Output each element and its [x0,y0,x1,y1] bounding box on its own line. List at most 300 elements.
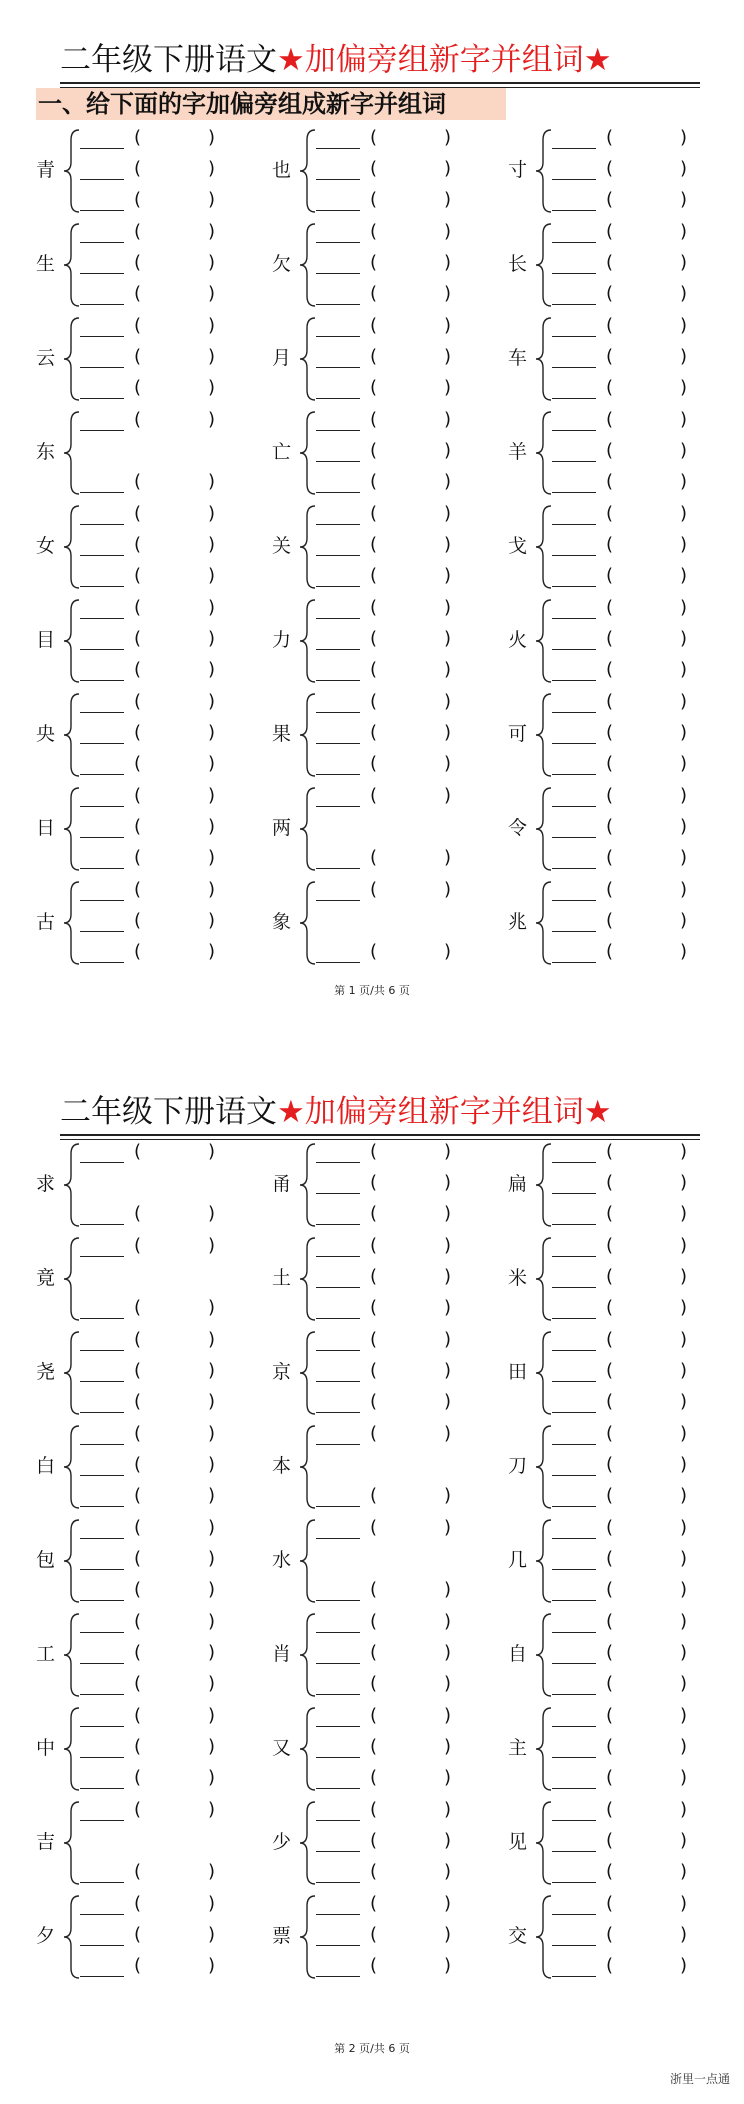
word-blank[interactable] [148,815,204,839]
word-blank[interactable] [620,690,676,714]
new-character-blank[interactable] [80,618,124,619]
new-character-blank[interactable] [552,680,596,681]
new-character-blank[interactable] [552,1851,596,1852]
word-blank[interactable] [384,439,440,463]
word-blank[interactable] [148,1484,204,1508]
word-blank[interactable] [620,502,676,526]
word-blank[interactable] [384,157,440,181]
word-blank[interactable] [148,1766,204,1790]
word-blank[interactable] [148,188,204,212]
new-character-blank[interactable] [80,524,124,525]
word-blank[interactable] [620,220,676,244]
word-blank[interactable] [148,940,204,964]
word-blank[interactable] [620,408,676,432]
word-blank[interactable] [620,1422,676,1446]
new-character-blank[interactable] [552,743,596,744]
word-blank[interactable] [620,1610,676,1634]
word-blank[interactable] [384,1359,440,1383]
word-blank[interactable] [384,1641,440,1665]
word-blank[interactable] [384,376,440,400]
word-blank[interactable] [148,721,204,745]
word-blank[interactable] [384,1578,440,1602]
word-blank[interactable] [384,220,440,244]
new-character-blank[interactable] [552,1945,596,1946]
word-blank[interactable] [148,596,204,620]
new-character-blank[interactable] [80,712,124,713]
new-character-blank[interactable] [80,430,124,431]
new-character-blank[interactable] [80,1538,124,1539]
new-character-blank[interactable] [316,774,360,775]
word-blank[interactable] [384,596,440,620]
word-blank[interactable] [384,784,440,808]
new-character-blank[interactable] [316,336,360,337]
new-character-blank[interactable] [80,148,124,149]
word-blank[interactable] [620,752,676,776]
new-character-blank[interactable] [552,774,596,775]
word-blank[interactable] [148,1610,204,1634]
word-blank[interactable] [148,1704,204,1728]
word-blank[interactable] [148,376,204,400]
word-blank[interactable] [384,1923,440,1947]
word-blank[interactable] [384,1672,440,1696]
new-character-blank[interactable] [552,273,596,274]
word-blank[interactable] [384,658,440,682]
word-blank[interactable] [384,564,440,588]
word-blank[interactable] [384,314,440,338]
word-blank[interactable] [620,1860,676,1884]
word-blank[interactable] [148,126,204,150]
word-blank[interactable] [620,658,676,682]
new-character-blank[interactable] [316,492,360,493]
new-character-blank[interactable] [316,210,360,211]
new-character-blank[interactable] [316,1914,360,1915]
new-character-blank[interactable] [80,1914,124,1915]
word-blank[interactable] [384,1265,440,1289]
new-character-blank[interactable] [316,1256,360,1257]
new-character-blank[interactable] [80,304,124,305]
new-character-blank[interactable] [552,1412,596,1413]
new-character-blank[interactable] [552,336,596,337]
new-character-blank[interactable] [552,1820,596,1821]
new-character-blank[interactable] [80,1350,124,1351]
new-character-blank[interactable] [552,618,596,619]
new-character-blank[interactable] [80,900,124,901]
word-blank[interactable] [620,1265,676,1289]
new-character-blank[interactable] [80,1945,124,1946]
word-blank[interactable] [620,1766,676,1790]
word-blank[interactable] [384,1735,440,1759]
word-blank[interactable] [148,251,204,275]
word-blank[interactable] [620,1328,676,1352]
new-character-blank[interactable] [80,1663,124,1664]
new-character-blank[interactable] [552,837,596,838]
new-character-blank[interactable] [80,1475,124,1476]
word-blank[interactable] [620,1578,676,1602]
new-character-blank[interactable] [80,492,124,493]
word-blank[interactable] [148,909,204,933]
new-character-blank[interactable] [552,900,596,901]
new-character-blank[interactable] [316,179,360,180]
word-blank[interactable] [148,1202,204,1226]
new-character-blank[interactable] [80,774,124,775]
new-character-blank[interactable] [316,1726,360,1727]
word-blank[interactable] [148,1923,204,1947]
new-character-blank[interactable] [316,1538,360,1539]
new-character-blank[interactable] [552,649,596,650]
new-character-blank[interactable] [552,148,596,149]
new-character-blank[interactable] [316,430,360,431]
new-character-blank[interactable] [552,1757,596,1758]
word-blank[interactable] [384,1484,440,1508]
new-character-blank[interactable] [316,555,360,556]
word-blank[interactable] [620,564,676,588]
new-character-blank[interactable] [316,1663,360,1664]
new-character-blank[interactable] [80,586,124,587]
word-blank[interactable] [620,345,676,369]
word-blank[interactable] [148,220,204,244]
new-character-blank[interactable] [80,1412,124,1413]
new-character-blank[interactable] [316,461,360,462]
word-blank[interactable] [384,345,440,369]
new-character-blank[interactable] [316,1788,360,1789]
new-character-blank[interactable] [316,1820,360,1821]
word-blank[interactable] [148,1422,204,1446]
word-blank[interactable] [620,376,676,400]
new-character-blank[interactable] [316,1506,360,1507]
new-character-blank[interactable] [316,1412,360,1413]
word-blank[interactable] [620,282,676,306]
word-blank[interactable] [620,1641,676,1665]
new-character-blank[interactable] [552,179,596,180]
word-blank[interactable] [148,1860,204,1884]
word-blank[interactable] [148,1328,204,1352]
new-character-blank[interactable] [552,868,596,869]
word-blank[interactable] [148,1578,204,1602]
word-blank[interactable] [148,1547,204,1571]
word-blank[interactable] [384,188,440,212]
word-blank[interactable] [148,408,204,432]
new-character-blank[interactable] [552,242,596,243]
new-character-blank[interactable] [316,868,360,869]
new-character-blank[interactable] [552,367,596,368]
word-blank[interactable] [620,1453,676,1477]
word-blank[interactable] [148,1453,204,1477]
new-character-blank[interactable] [80,837,124,838]
word-blank[interactable] [384,251,440,275]
new-character-blank[interactable] [80,336,124,337]
new-character-blank[interactable] [552,586,596,587]
new-character-blank[interactable] [80,806,124,807]
new-character-blank[interactable] [552,1632,596,1633]
new-character-blank[interactable] [316,273,360,274]
new-character-blank[interactable] [316,242,360,243]
new-character-blank[interactable] [552,524,596,525]
word-blank[interactable] [384,408,440,432]
new-character-blank[interactable] [80,1726,124,1727]
word-blank[interactable] [620,1672,676,1696]
new-character-blank[interactable] [80,743,124,744]
new-character-blank[interactable] [552,1914,596,1915]
new-character-blank[interactable] [316,806,360,807]
new-character-blank[interactable] [316,1162,360,1163]
new-character-blank[interactable] [80,367,124,368]
word-blank[interactable] [620,909,676,933]
new-character-blank[interactable] [552,931,596,932]
new-character-blank[interactable] [80,1788,124,1789]
word-blank[interactable] [620,1735,676,1759]
word-blank[interactable] [148,470,204,494]
new-character-blank[interactable] [80,555,124,556]
new-character-blank[interactable] [552,1318,596,1319]
word-blank[interactable] [620,439,676,463]
word-blank[interactable] [384,721,440,745]
new-character-blank[interactable] [316,1224,360,1225]
new-character-blank[interactable] [552,1694,596,1695]
new-character-blank[interactable] [316,1945,360,1946]
word-blank[interactable] [620,1923,676,1947]
new-character-blank[interactable] [552,1976,596,1977]
word-blank[interactable] [384,1954,440,1978]
word-blank[interactable] [620,1892,676,1916]
word-blank[interactable] [620,1704,676,1728]
word-blank[interactable] [620,846,676,870]
new-character-blank[interactable] [80,962,124,963]
word-blank[interactable] [148,1296,204,1320]
word-blank[interactable] [620,470,676,494]
new-character-blank[interactable] [552,492,596,493]
new-character-blank[interactable] [552,962,596,963]
word-blank[interactable] [384,1892,440,1916]
word-blank[interactable] [384,1171,440,1195]
new-character-blank[interactable] [80,1444,124,1445]
new-character-blank[interactable] [552,1569,596,1570]
new-character-blank[interactable] [552,1381,596,1382]
word-blank[interactable] [148,1641,204,1665]
word-blank[interactable] [384,126,440,150]
word-blank[interactable] [620,784,676,808]
new-character-blank[interactable] [552,1788,596,1789]
word-blank[interactable] [384,846,440,870]
word-blank[interactable] [148,157,204,181]
word-blank[interactable] [620,815,676,839]
new-character-blank[interactable] [80,1820,124,1821]
new-character-blank[interactable] [80,1506,124,1507]
word-blank[interactable] [620,596,676,620]
word-blank[interactable] [620,251,676,275]
word-blank[interactable] [148,345,204,369]
word-blank[interactable] [620,878,676,902]
new-character-blank[interactable] [316,1757,360,1758]
new-character-blank[interactable] [552,304,596,305]
new-character-blank[interactable] [80,1224,124,1225]
word-blank[interactable] [384,1766,440,1790]
new-character-blank[interactable] [80,680,124,681]
new-character-blank[interactable] [552,1287,596,1288]
word-blank[interactable] [384,1328,440,1352]
word-blank[interactable] [384,1704,440,1728]
word-blank[interactable] [148,1234,204,1258]
word-blank[interactable] [620,533,676,557]
new-character-blank[interactable] [316,962,360,963]
new-character-blank[interactable] [80,1256,124,1257]
new-character-blank[interactable] [316,304,360,305]
word-blank[interactable] [148,564,204,588]
word-blank[interactable] [148,690,204,714]
new-character-blank[interactable] [552,430,596,431]
word-blank[interactable] [384,878,440,902]
new-character-blank[interactable] [316,1318,360,1319]
new-character-blank[interactable] [552,712,596,713]
new-character-blank[interactable] [316,743,360,744]
new-character-blank[interactable] [552,1350,596,1351]
new-character-blank[interactable] [316,1851,360,1852]
word-blank[interactable] [384,940,440,964]
new-character-blank[interactable] [552,1256,596,1257]
word-blank[interactable] [148,282,204,306]
new-character-blank[interactable] [80,1882,124,1883]
word-blank[interactable] [620,1359,676,1383]
new-character-blank[interactable] [552,210,596,211]
word-blank[interactable] [148,1672,204,1696]
word-blank[interactable] [148,878,204,902]
new-character-blank[interactable] [80,1757,124,1758]
new-character-blank[interactable] [316,1287,360,1288]
word-blank[interactable] [620,1547,676,1571]
word-blank[interactable] [384,1390,440,1414]
word-blank[interactable] [620,1954,676,1978]
word-blank[interactable] [620,1390,676,1414]
word-blank[interactable] [384,282,440,306]
new-character-blank[interactable] [552,1726,596,1727]
new-character-blank[interactable] [80,868,124,869]
word-blank[interactable] [384,1860,440,1884]
new-character-blank[interactable] [552,1506,596,1507]
word-blank[interactable] [620,1516,676,1540]
word-blank[interactable] [384,533,440,557]
new-character-blank[interactable] [80,1976,124,1977]
new-character-blank[interactable] [316,1976,360,1977]
new-character-blank[interactable] [80,179,124,180]
word-blank[interactable] [384,752,440,776]
new-character-blank[interactable] [80,210,124,211]
new-character-blank[interactable] [552,1882,596,1883]
new-character-blank[interactable] [552,1193,596,1194]
word-blank[interactable] [384,1610,440,1634]
new-character-blank[interactable] [316,1193,360,1194]
new-character-blank[interactable] [552,398,596,399]
word-blank[interactable] [620,1296,676,1320]
new-character-blank[interactable] [80,649,124,650]
word-blank[interactable] [620,721,676,745]
word-blank[interactable] [148,1735,204,1759]
new-character-blank[interactable] [552,1162,596,1163]
word-blank[interactable] [148,1798,204,1822]
new-character-blank[interactable] [552,1600,596,1601]
new-character-blank[interactable] [552,1538,596,1539]
word-blank[interactable] [148,784,204,808]
new-character-blank[interactable] [80,273,124,274]
word-blank[interactable] [620,1171,676,1195]
word-blank[interactable] [148,752,204,776]
word-blank[interactable] [384,690,440,714]
word-blank[interactable] [148,627,204,651]
new-character-blank[interactable] [552,1663,596,1664]
word-blank[interactable] [620,1484,676,1508]
word-blank[interactable] [384,1140,440,1164]
new-character-blank[interactable] [552,1224,596,1225]
word-blank[interactable] [620,1234,676,1258]
new-character-blank[interactable] [552,555,596,556]
new-character-blank[interactable] [316,148,360,149]
word-blank[interactable] [148,314,204,338]
word-blank[interactable] [148,1516,204,1540]
new-character-blank[interactable] [80,1318,124,1319]
new-character-blank[interactable] [316,1632,360,1633]
word-blank[interactable] [384,1234,440,1258]
word-blank[interactable] [384,502,440,526]
word-blank[interactable] [148,1892,204,1916]
new-character-blank[interactable] [316,1600,360,1601]
new-character-blank[interactable] [316,1444,360,1445]
new-character-blank[interactable] [316,1882,360,1883]
word-blank[interactable] [620,126,676,150]
new-character-blank[interactable] [316,680,360,681]
new-character-blank[interactable] [316,1350,360,1351]
new-character-blank[interactable] [80,1569,124,1570]
word-blank[interactable] [620,940,676,964]
word-blank[interactable] [384,1202,440,1226]
word-blank[interactable] [384,1422,440,1446]
word-blank[interactable] [384,1798,440,1822]
word-blank[interactable] [384,627,440,651]
word-blank[interactable] [148,1954,204,1978]
word-blank[interactable] [384,1296,440,1320]
new-character-blank[interactable] [552,1475,596,1476]
new-character-blank[interactable] [316,618,360,619]
new-character-blank[interactable] [80,1162,124,1163]
new-character-blank[interactable] [552,1444,596,1445]
word-blank[interactable] [620,1798,676,1822]
new-character-blank[interactable] [80,1600,124,1601]
word-blank[interactable] [148,533,204,557]
new-character-blank[interactable] [80,1694,124,1695]
new-character-blank[interactable] [316,524,360,525]
word-blank[interactable] [384,1516,440,1540]
word-blank[interactable] [620,627,676,651]
word-blank[interactable] [148,502,204,526]
word-blank[interactable] [620,157,676,181]
word-blank[interactable] [620,188,676,212]
new-character-blank[interactable] [316,712,360,713]
new-character-blank[interactable] [552,461,596,462]
new-character-blank[interactable] [316,900,360,901]
word-blank[interactable] [148,846,204,870]
new-character-blank[interactable] [316,1694,360,1695]
word-blank[interactable] [384,470,440,494]
new-character-blank[interactable] [80,242,124,243]
new-character-blank[interactable] [80,931,124,932]
word-blank[interactable] [620,314,676,338]
word-blank[interactable] [620,1202,676,1226]
new-character-blank[interactable] [80,398,124,399]
word-blank[interactable] [148,1359,204,1383]
word-blank[interactable] [620,1140,676,1164]
new-character-blank[interactable] [316,649,360,650]
new-character-blank[interactable] [316,367,360,368]
word-blank[interactable] [148,658,204,682]
word-blank[interactable] [148,1390,204,1414]
word-blank[interactable] [148,1140,204,1164]
